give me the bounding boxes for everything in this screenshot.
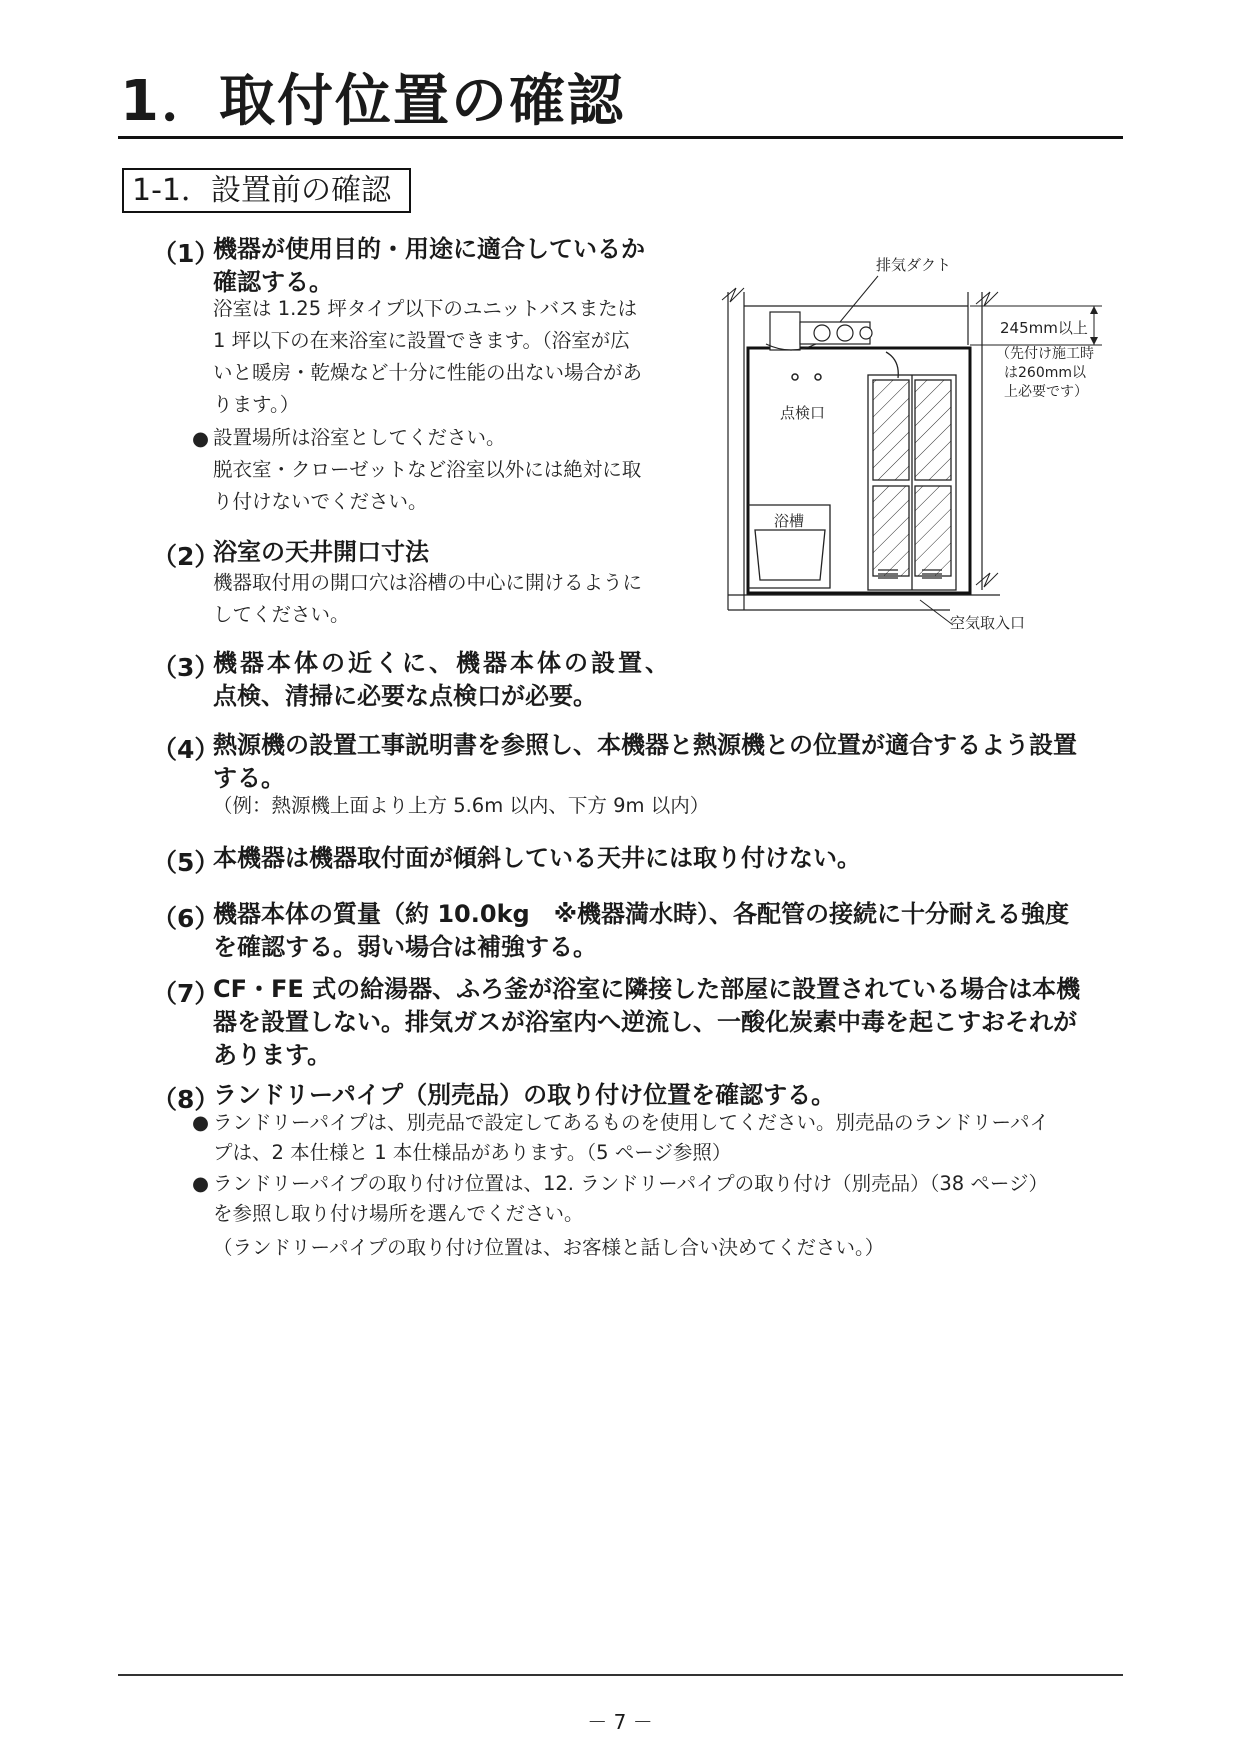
bullet-line: を参照し取り付け場所を選んでください。 [213,1202,584,1225]
item-2-body [213,567,642,631]
item-4-heading [213,729,1077,795]
bullet-icon: ● [192,1111,210,1134]
item-1-heading-line: 確認する。 [213,268,333,296]
heading-line: 機器本体の近くに、機器本体の設置、 [213,649,672,677]
exhaust-duct-label: 排気ダクト [876,256,952,274]
note-line: り付けないでください。 [213,490,428,513]
clearance-note-line: 上必要です） [1004,384,1088,400]
heading-line: 点検、清掃に必要な点検口が必要。 [213,682,597,710]
item-2-heading: 浴室の天井開口寸法 [213,538,429,566]
body-line: 浴室は 1.25 坪タイプ以下のユニットバスまたは [213,297,638,320]
heading-line: 機器本体の質量（約 10.0kg ※機器満水時）、各配管の接続に十分耐える強度 [213,900,1070,928]
item-4-body: （例：熱源機上面より上方 5.6m 以内、下方 9m 以内） [213,794,710,817]
body-line: いと暖房・乾燥など十分に性能の出ない場合があ [213,361,643,384]
item-7-number: （7） [152,979,220,1008]
page-number: － 7 － [587,1710,653,1734]
body-line: 機器取付用の開口穴は浴槽の中心に開けるように [213,571,643,594]
heading-line: 器を設置しない。排気ガスが浴室内へ逆流し、一酸化炭素中毒を起こすおそれが [213,1008,1077,1036]
bullet-line: ランドリーパイプの取り付け位置は、12. ランドリーパイプの取り付け（別売品）（38 ページ） [213,1172,1048,1195]
page-title: 1．取付位置の確認 [120,69,625,134]
clearance-note-line: は260mm以 [1004,365,1086,381]
item-5-number: （5） [152,848,220,877]
item-6-heading [213,898,1069,964]
clearance-note-line: （先付け施工時 [996,346,1094,362]
heading-line: あります。 [213,1041,332,1069]
item-4-number: （4） [152,735,220,764]
item-1-heading-line: 機器が使用目的・用途に適合しているか [213,235,645,263]
inspection-port-label: 点検口 [780,404,826,422]
item-1-body [213,293,642,421]
section-heading: 1-1．設置前の確認 [122,168,411,213]
item-1-number: （1） [152,239,220,268]
bullet-icon: ● [192,427,210,450]
clearance-label: 245mm以上 [1000,319,1088,337]
item-1-heading [213,233,645,299]
note-line: 脱衣室・クローゼットなど浴室以外には絶対に取 [213,458,642,481]
door-panels [868,352,956,590]
body-line: してください。 [213,603,350,626]
bullet-line: プは、2 本仕様と 1 本仕様品があります。（5 ページ参照） [213,1141,732,1164]
heading-line: を確認する。弱い場合は補強する。 [213,933,597,961]
bullet-icon: ● [192,1172,210,1195]
note-line: 設置場所は浴室としてください。 [213,426,506,449]
item-8-bullet-1 [213,1108,1049,1168]
item-1-note [213,422,641,518]
footer-rule [118,1674,1123,1676]
bullet-line: （ランドリーパイプの取り付け位置は、お客様と話し合い決めてください。） [213,1236,885,1259]
exhaust-duct-shape [766,312,872,350]
bathtub-label: 浴槽 [774,512,805,530]
heading-line: する。 [213,764,285,792]
item-3-number: （3） [152,653,220,682]
item-3-heading [213,647,672,713]
item-8-bullet-2 [213,1169,1048,1263]
air-intake-label: 空気取入口 [950,614,1026,632]
item-6-number: （6） [152,904,220,933]
bathroom-installation-diagram [700,250,1120,640]
heading-line: CF・FE 式の給湯器、ふろ釜が浴室に隣接した部屋に設置されている場合は本機 [213,975,1081,1003]
item-8-heading: ランドリーパイプ（別売品）の取り付け位置を確認する。 [213,1081,836,1109]
title-rule [118,136,1123,139]
inspection-port-markers [792,374,821,380]
bullet-line: ランドリーパイプは、別売品で設定してあるものを使用してください。別売品のランドリーパイ [213,1111,1049,1134]
item-2-number: （2） [152,542,220,571]
heading-line: 熱源機の設置工事説明書を参照し、本機器と熱源機との位置が適合するよう設置 [213,731,1077,759]
item-5-heading: 本機器は機器取付面が傾斜している天井には取り付けない。 [213,844,861,872]
item-7-heading [213,973,1080,1072]
body-line: 1 坪以下の在来浴室に設置できます。（浴室が広 [213,329,630,352]
item-8-number: （8） [152,1085,220,1114]
body-line: ります。） [213,393,300,416]
